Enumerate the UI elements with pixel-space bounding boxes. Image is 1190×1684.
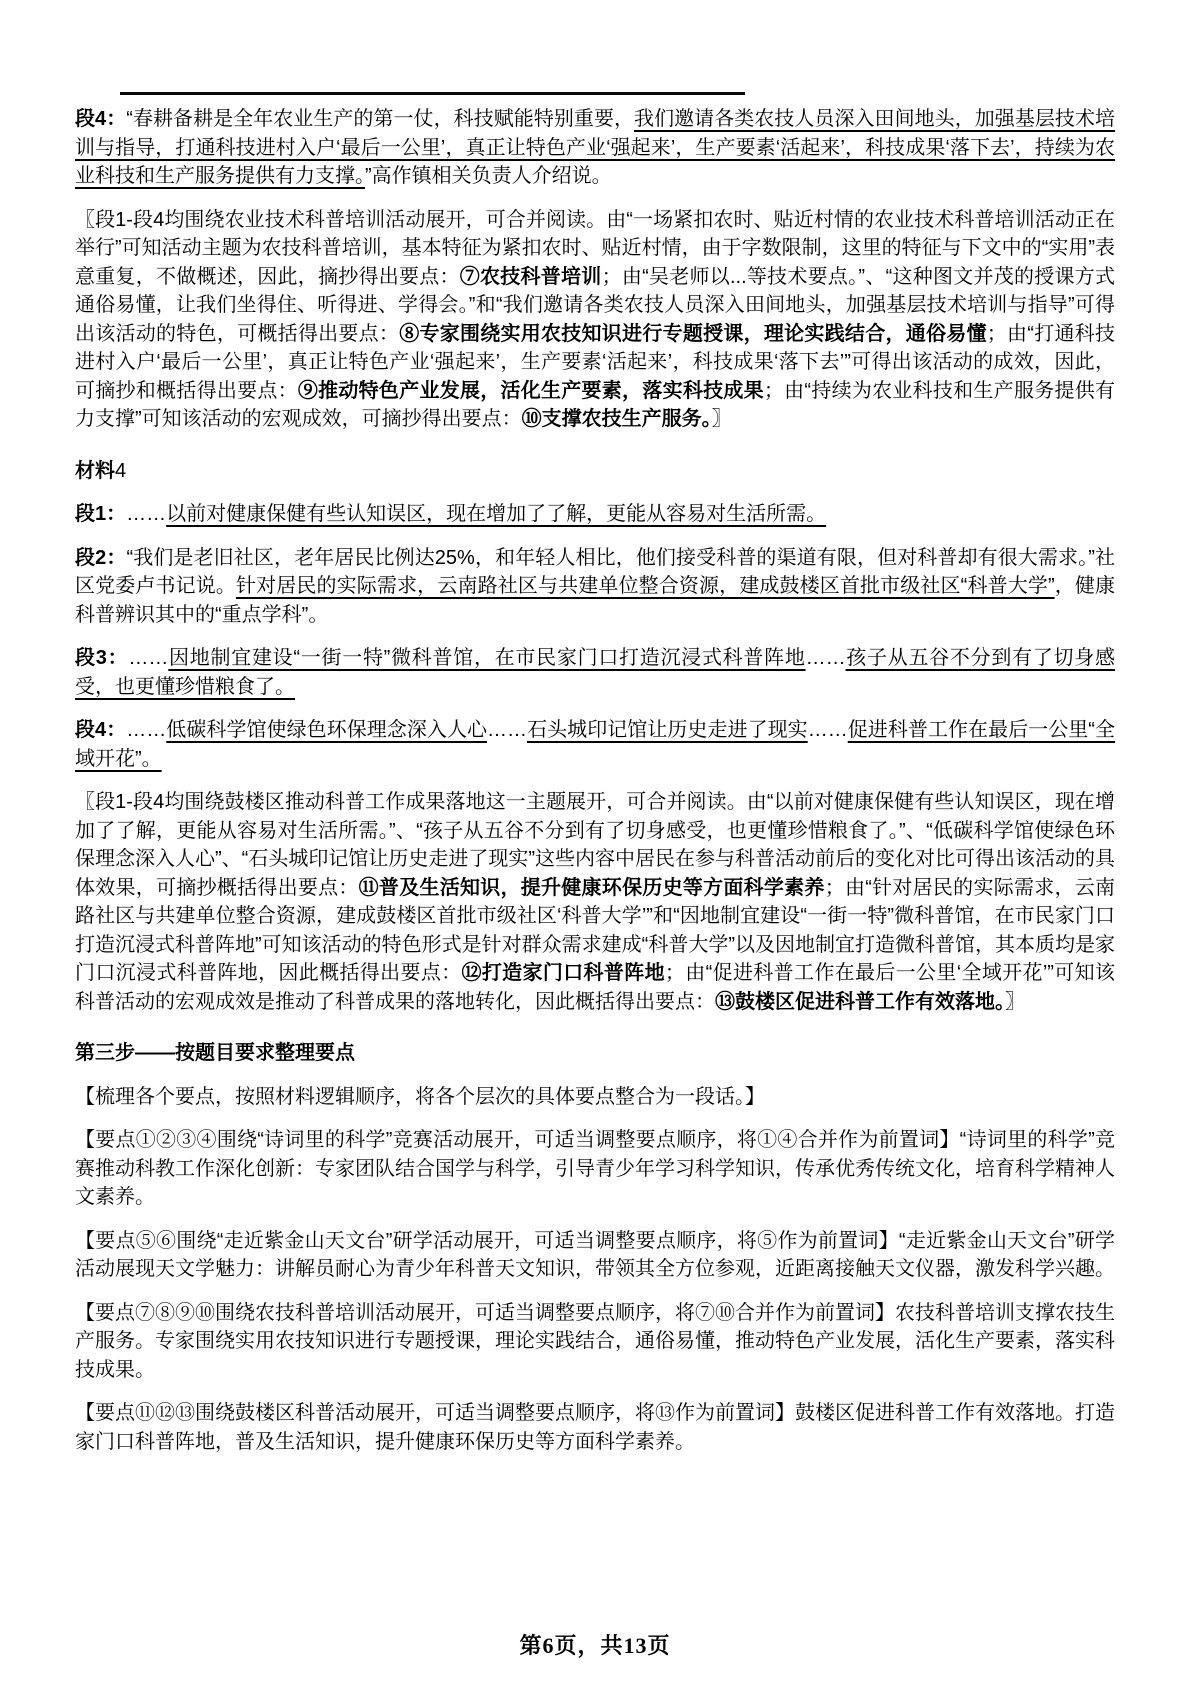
- text-run: 〗: [1005, 990, 1025, 1013]
- text-run: 段2：: [75, 546, 127, 569]
- text-run: 孩子从五谷不分到有了切身感受，也更懂珍惜粮食了。: [75, 647, 1116, 698]
- text-run: 段4：: [75, 719, 127, 741]
- paragraph: [75, 644, 1115, 701]
- paragraph: [75, 1299, 1115, 1385]
- text-run: ⑬鼓楼区促进科普工作有效落地。: [715, 990, 1005, 1013]
- paragraph: [75, 1227, 1115, 1284]
- section-divider: [120, 92, 745, 95]
- page-number: 第6页，共13页: [519, 1633, 671, 1658]
- text-run: ⑨推动特色产业发展，活化生产要素，落实科技成果: [297, 379, 764, 402]
- text-run: ；由“吴老师以...等技术要点。”、“这种图文并茂的授课方式通俗易懂，让我们坐得住、听得进、学得会。”和“我们邀请各类农技人员深入田间地头，加强基层技术培训与指导”可得出该活动的特色，可概括得出要点：: [75, 265, 1116, 345]
- text-run: ……: [128, 647, 169, 669]
- text-run: 【要点⑪⑫⑬围绕鼓楼区科普活动展开，可适当调整要点顺序，将⑬作为前置词】鼓楼区促进科普工作有效落地。打造家门口科普阵地，普及生活知识，提升健康环保历史等方面科学素养。: [75, 1402, 1115, 1453]
- text-run: “春耕备耕是全年农业生产的第一仗，科技赋能特别重要，: [126, 108, 635, 130]
- text-run: 针对居民的实际需求，云南路社区与共建单位整合资源，建成鼓楼区首批市级社区“科普大学”: [236, 575, 1055, 597]
- paragraph: [75, 1399, 1115, 1456]
- paragraph: [75, 1126, 1115, 1212]
- text-run: ……: [126, 503, 167, 525]
- text-run: 段3：: [75, 647, 129, 669]
- text-run: ⑪普及生活知识，提升健康环保历史等方面科学素养: [358, 876, 825, 899]
- paragraph: [75, 716, 1115, 773]
- text-run: 以前对健康保健有些认知误区，现在增加了了解，更能从容易对生活所需。: [166, 503, 827, 525]
- text-run: ，健康科普辨识其中的“重点学科”。: [75, 575, 1116, 626]
- text-run: 低碳科学馆使绿色环保理念深入人心: [166, 719, 488, 741]
- section-heading: [75, 1039, 1115, 1068]
- text-run: ；由“促进科普工作在最后一公里‘全域开花’”可知该科普活动的宏观成效是推动了科普成果的落地转化，因此概括得出要点：: [75, 962, 1115, 1013]
- section-heading: [75, 457, 1115, 486]
- text-run: ”高作镇相关负责人介绍说。: [365, 165, 612, 187]
- paragraph: [75, 788, 1115, 1016]
- text-run: ；由“打通科技进村入户‘最后一公里’，真正让特色产业‘强起来’，生产要素‘活起来’，科技成果‘落下去’”可得出该活动的成效，因此，可摘抄和概括得出要点：: [75, 322, 1115, 402]
- paragraph: [75, 544, 1115, 630]
- text-run: ……: [487, 719, 528, 741]
- text-run: 【要点①②③④围绕“诗词里的科学”竞赛活动展开，可适当调整要点顺序，将①④合并作为前置词】“诗词里的科学”竞赛推动科教工作深化创新：专家团队结合国学与科学，引导青少年学习科学知识，传承优秀传统文化，培育科学精神人文素养。: [75, 1129, 1115, 1208]
- text-run: 〗: [711, 408, 732, 430]
- text-run: 【要点⑤⑥围绕“走近紫金山天文台”研学活动展开，可适当调整要点顺序，将⑤作为前置词】“走近紫金山天文台”研学活动展现天文学魅力：讲解员耐心为青少年科普天文知识，带领其全方位参观，近距离接触天文仪器，激发科学兴趣。: [75, 1229, 1115, 1280]
- text-run: 【梳理各个要点，按照材料逻辑顺序，将各个层次的具体要点整合为一段话。】: [75, 1085, 765, 1108]
- text-run: ；由“持续为农业科技和生产服务提供有力支撑”可知该活动的宏观成效，可摘抄得出要点：: [75, 379, 1115, 430]
- text-run: 材料: [75, 459, 115, 482]
- text-run: 〖段1-段4均围绕农业技术科普培训活动展开，可合并阅读。由“一场紧扣农时、贴近村情的农业技术科普培训活动正在举行”可知活动主题为农技科普培训，基本特征为紧扣农时、贴近村情，由于字数限制，这里的特征与下文中的“实用”表意重复，不做概述，因此，摘抄得出要点：: [75, 208, 1115, 288]
- text-run: “我们是老旧社区，老年居民比例达25%，和年轻人相比，他们接受科普的渠道有限，但对科普却有很大需求。”社区党委卢书记说。: [75, 546, 1115, 597]
- text-run: 段1：: [75, 503, 127, 525]
- text-run: 〖段1-段4均围绕鼓楼区推动科普工作成果落地这一主题展开，可合并阅读。由“以前对健康保健有些认知误区，现在增加了了解，更能从容易对生活所需。”、“孩子从五谷不分到有了切身感受，也更懂珍惜粮食了。”、“低碳科学馆使绿色环保理念深入人心”、“石头城印记馆让历史走进了现实”这些内容中居民在参与科普活动前后的变化对比可得出该活动的具体效果，可摘抄概括得出要点：: [75, 791, 1115, 899]
- text-run: ⑧专家围绕实用农技知识进行专题授课，理论实践结合，通俗易懂: [399, 322, 987, 345]
- text-run: 第三步——按题目要求整理要点: [75, 1042, 355, 1064]
- text-run: 4: [115, 459, 127, 482]
- text-run: 段4：: [75, 108, 127, 130]
- document-body: [75, 92, 1115, 1471]
- paragraph: [75, 105, 1115, 191]
- text-run: ；由“针对居民的实际需求，云南路社区与共建单位整合资源，建成鼓楼区首批市级社区‘科普大学’”和“因地制宜建设“一街一特”微科普馆，在市民家门口打造沉浸式科普阵地”可知该活动的特色形式是针对群众需求建成“科普大学”以及因地制宜打造微科普馆，其本质均是家门口沉浸式科普阵地，因此概括得出要点：: [75, 876, 1116, 984]
- text-run: 【要点⑦⑧⑨⑩围绕农技科普培训活动展开，可适当调整要点顺序，将⑦⑩合并作为前置词】农技科普培训支撑农技生产服务。专家围绕实用农技知识进行专题授课，理论实践结合，通俗易懂，推动特色产业发展，活化生产要素，落实科技成果。: [75, 1301, 1115, 1381]
- paragraph: [75, 206, 1115, 434]
- text-run: ⑩支撑农技生产服务。: [521, 408, 712, 430]
- text-run: ……: [126, 719, 167, 741]
- text-run: ⑦农技科普培训: [459, 265, 602, 288]
- paragraph: [75, 1083, 1115, 1112]
- text-run: ……: [807, 719, 848, 741]
- text-run: 促进科普工作在最后一公里“全域开花”。: [75, 719, 1116, 770]
- text-run: ……: [805, 647, 846, 669]
- paragraph: [75, 500, 1115, 529]
- text-run: 我们邀请各类农技人员深入田间地头，加强基层技术培训与指导，打通科技进村入户‘最后一公里’，真正让特色产业‘强起来’，生产要素‘活起来’，科技成果‘落下去’，持续为农业科技和生产服务提供有力支撑。: [75, 108, 1116, 187]
- text-run: 因地制宜建设“一街一特”微科普馆，在市民家门口打造沉浸式科普阵地: [168, 647, 806, 669]
- text-run: ⑫打造家门口科普阵地: [461, 962, 665, 984]
- text-run: 石头城印记馆让历史走进了现实: [527, 719, 808, 741]
